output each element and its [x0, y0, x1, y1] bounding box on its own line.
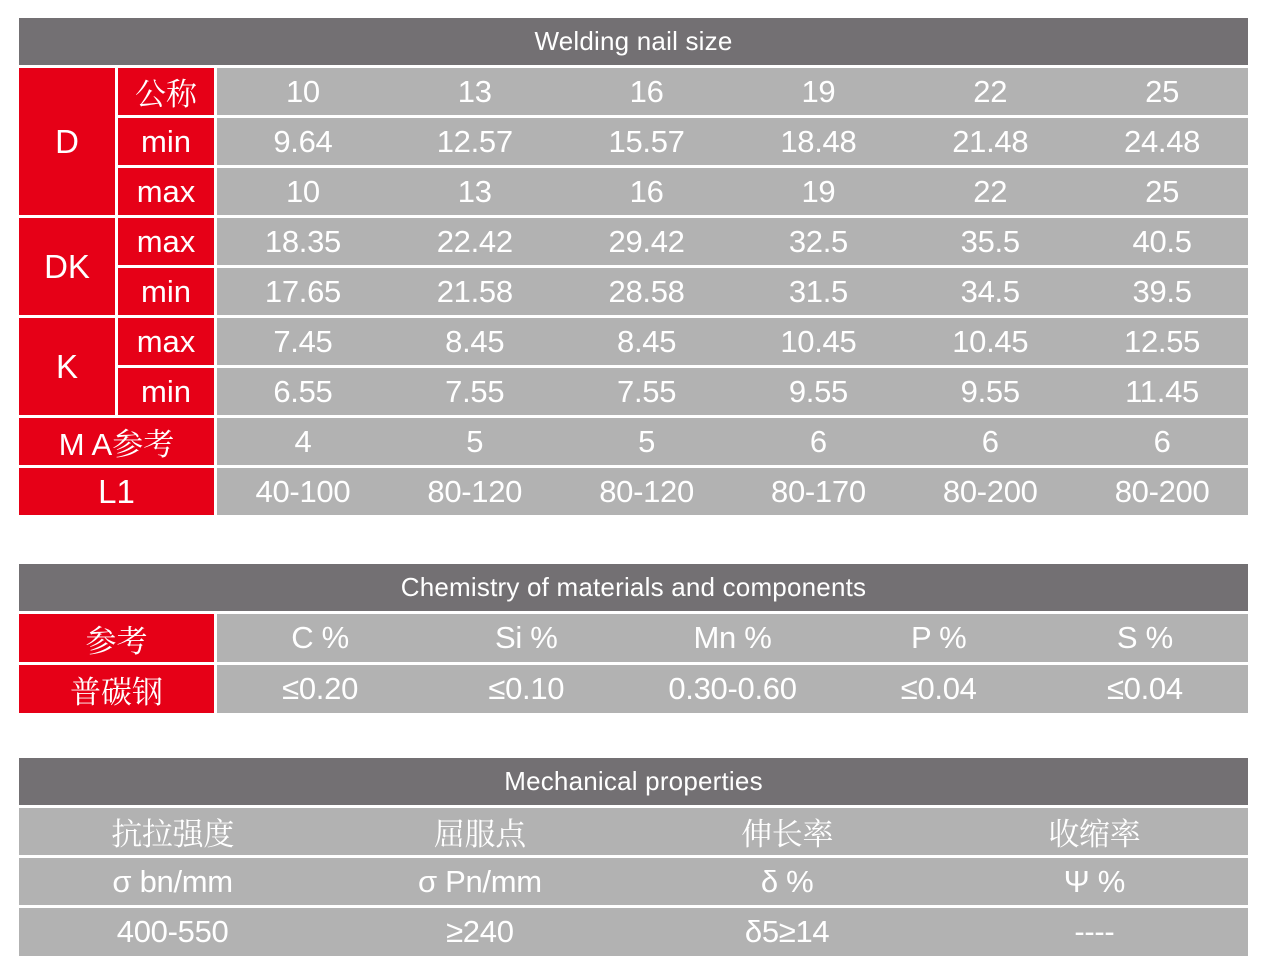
cell-value: 4 [294, 423, 312, 459]
cell-value: 18.35 [264, 223, 341, 259]
param-label: min [118, 268, 214, 315]
cell-value: 9.55 [788, 373, 848, 409]
cell-value: 9.55 [960, 373, 1020, 409]
symbol-cell: δ % [760, 863, 814, 899]
table-row-values [217, 368, 1248, 415]
mechanical-table-title: Mechanical properties [19, 758, 1248, 805]
cell-value: 25 [1145, 173, 1180, 209]
cell-value: 25 [1145, 73, 1180, 109]
cell-value: 0.30-0.60 [668, 671, 797, 706]
symbol-cell: Ψ % [1063, 863, 1125, 899]
cell-value: 7.45 [273, 323, 333, 359]
cell-value: 6 [809, 423, 827, 459]
table-row-values [217, 218, 1248, 265]
cell-value: 40-100 [255, 473, 351, 509]
param-label: min [118, 368, 214, 415]
chemistry-corner-label: 参考 [19, 614, 214, 662]
cell-value: 24.48 [1124, 123, 1201, 159]
cell-value: ≤0.04 [1106, 671, 1183, 706]
cell-value: 19 [801, 73, 836, 109]
cell-value: 16 [629, 173, 664, 209]
cell-value: ≤0.04 [900, 671, 977, 706]
param-label: max [118, 168, 214, 215]
mechanical-value-row [19, 908, 1248, 956]
cell-value: 80-200 [1114, 473, 1210, 509]
mechanical-header-row [19, 808, 1248, 855]
cell-value: ≥240 [446, 914, 514, 949]
cell-value: 22 [973, 173, 1008, 209]
cell-value: 13 [457, 73, 492, 109]
cell-value: 21.48 [952, 123, 1029, 159]
cell-value: 39.5 [1132, 273, 1192, 309]
cell-value: 80-200 [942, 473, 1038, 509]
cell-value: 12.55 [1124, 323, 1201, 359]
row-group-label-ma: M A参考 [19, 418, 214, 465]
column-header: 抗拉强度 [111, 817, 235, 852]
table-row-values [217, 268, 1248, 315]
cell-value: 13 [457, 173, 492, 209]
cell-value: 40.5 [1132, 223, 1192, 259]
cell-value: 10.45 [780, 323, 857, 359]
chemistry-row-values [217, 665, 1248, 713]
cell-value: 32.5 [788, 223, 848, 259]
column-header: 屈服点 [433, 817, 526, 852]
cell-value: 16 [629, 73, 664, 109]
cell-value: 80-120 [427, 473, 523, 509]
symbol-cell: σ Pn/mm [417, 863, 542, 899]
param-label: min [118, 118, 214, 165]
cell-value: 80-120 [599, 473, 694, 509]
chemistry-row-label: 普碳钢 [19, 665, 214, 713]
row-group-label-d: D [19, 68, 115, 215]
cell-value: 6 [1153, 423, 1171, 459]
table-row-values [217, 68, 1248, 115]
size-table-title: Welding nail size [19, 18, 1248, 65]
column-header: 伸长率 [741, 817, 834, 852]
cell-value: ≤0.10 [488, 671, 565, 706]
cell-value: 10 [285, 73, 320, 109]
cell-value: 7.55 [445, 373, 505, 409]
column-header: 收缩率 [1048, 817, 1141, 852]
table-row-values [217, 468, 1248, 515]
cell-value: 34.5 [960, 273, 1020, 309]
cell-value: 28.58 [608, 273, 685, 309]
table-row-values [217, 318, 1248, 365]
cell-value: 10 [285, 173, 320, 209]
table-row-values [217, 168, 1248, 215]
table-row-values [217, 418, 1248, 465]
cell-value: δ5≥14 [744, 914, 830, 949]
column-header: Si % [495, 620, 558, 655]
mechanical-symbol-row [19, 858, 1248, 905]
cell-value: 22 [973, 73, 1008, 109]
cell-value: 8.45 [445, 323, 505, 359]
cell-value: 18.48 [780, 123, 857, 159]
cell-value: 35.5 [960, 223, 1020, 259]
row-group-label-k: K [19, 318, 115, 415]
cell-value: 15.57 [608, 123, 685, 159]
param-label: max [118, 318, 214, 365]
param-label: 公称 [118, 68, 214, 115]
cell-value: 31.5 [788, 273, 848, 309]
cell-value: 10.45 [952, 323, 1029, 359]
cell-value: 12.57 [436, 123, 513, 159]
welding-nail-size-table [19, 18, 1248, 515]
cell-value: 8.45 [617, 323, 677, 359]
column-header: P % [910, 620, 967, 655]
cell-value: 19 [801, 173, 836, 209]
column-header: C % [291, 620, 349, 655]
cell-value: 6.55 [273, 373, 333, 409]
row-group-label-dk: DK [19, 218, 115, 315]
cell-value: ≤0.20 [282, 671, 359, 706]
row-group-label-l1: L1 [19, 468, 214, 515]
cell-value: 80-170 [771, 473, 866, 509]
cell-value: 7.55 [617, 373, 677, 409]
cell-value: 5 [466, 423, 484, 459]
cell-value: 9.64 [273, 123, 333, 159]
cell-value: 11.45 [1125, 373, 1199, 409]
chemistry-table-title: Chemistry of materials and components [19, 564, 1248, 611]
cell-value: 29.42 [608, 223, 685, 259]
table-row-values [217, 118, 1248, 165]
cell-value: 17.65 [264, 273, 341, 309]
chemistry-table [19, 564, 1248, 713]
cell-value: 21.58 [436, 273, 513, 309]
column-header: S % [1116, 620, 1173, 655]
cell-value: 22.42 [436, 223, 513, 259]
symbol-cell: σ bn/mm [112, 863, 233, 899]
cell-value: 400-550 [116, 914, 229, 949]
cell-value: 6 [981, 423, 999, 459]
mechanical-table [19, 758, 1248, 956]
chemistry-column-headers [217, 614, 1248, 662]
column-header: Mn % [693, 620, 772, 655]
cell-value: ---- [1074, 914, 1115, 949]
cell-value: 5 [638, 423, 656, 459]
param-label: max [118, 218, 214, 265]
